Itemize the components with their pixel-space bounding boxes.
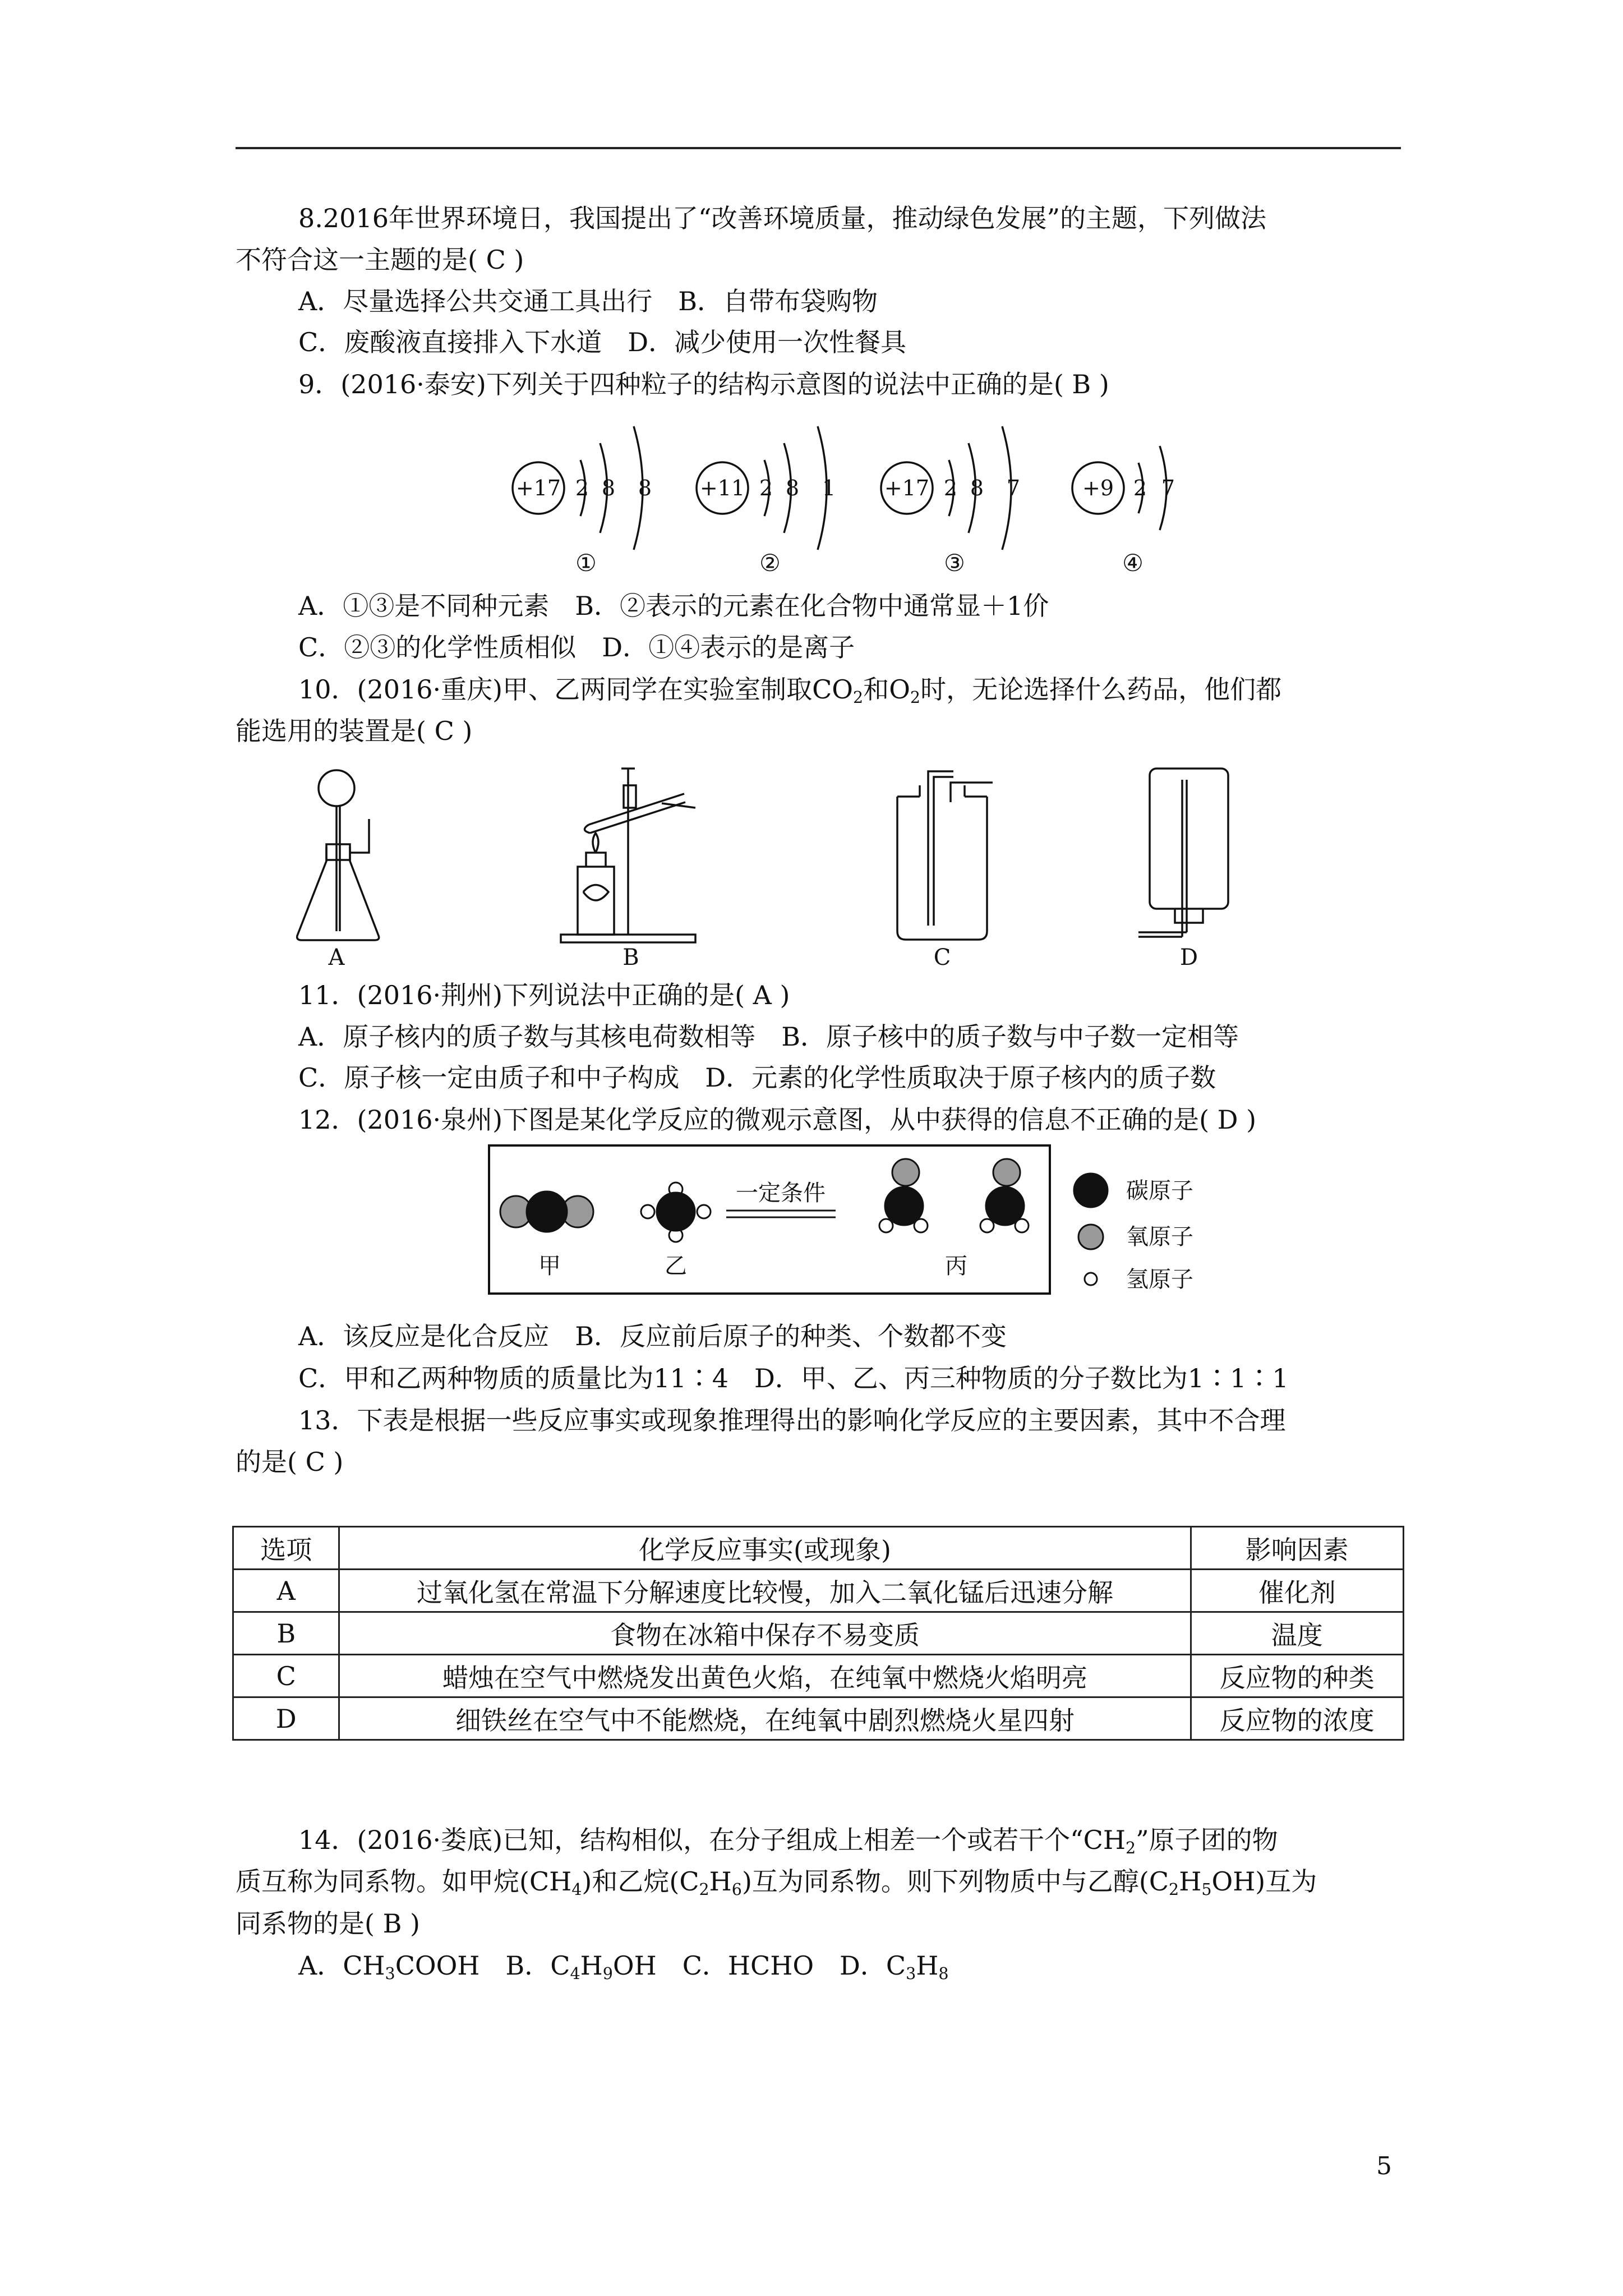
- legend-hydrogen: 氢原子: [1126, 1267, 1193, 1292]
- table-cell: 过氧化氢在常温下分解速度比较慢，加入二氧化锰后迅速分解: [339, 1570, 1191, 1612]
- table-cell: A: [233, 1570, 339, 1612]
- label-yi: 乙: [665, 1253, 687, 1279]
- shell-4-2: 7: [1161, 476, 1175, 500]
- shell-4-1: 2: [1133, 476, 1147, 500]
- q12-options-2: C．甲和乙两种物质的质量比为11∶4 D．甲、乙、丙三种物质的分子数比为1∶1∶1: [298, 1363, 1289, 1393]
- particle-label-4: ④: [1122, 549, 1144, 577]
- table-row: [233, 1655, 1404, 1697]
- q13-line1: 13．下表是根据一些反应事实或现象推理得出的影响化学反应的主要因素，其中不合理: [298, 1405, 1286, 1435]
- particle-label-3: ③: [944, 549, 965, 577]
- shell-3-2: 8: [970, 476, 984, 500]
- q11-options-1: A．原子核内的质子数与其核电荷数相等 B．原子核中的质子数与中子数一定相等: [298, 1022, 1239, 1052]
- table-cell: 食物在冰箱中保存不易变质: [339, 1612, 1191, 1655]
- reaction-micro-diagram: [488, 1144, 1239, 1307]
- q11-options-2: C．原子核一定由质子和中子构成 D．元素的化学性质取决于原子核内的质子数: [298, 1062, 1216, 1093]
- apparatus-label-b: B: [623, 945, 639, 970]
- legend-carbon: 碳原子: [1126, 1178, 1193, 1204]
- atom-structure-diagrams: [494, 415, 1189, 578]
- table-header-row: [233, 1527, 1404, 1570]
- gas-apparatus-diagrams: [280, 757, 1279, 970]
- table-cell: 反应物的浓度: [1191, 1697, 1403, 1740]
- header-rule: [236, 147, 1401, 149]
- shell-2-3: 1: [822, 476, 836, 500]
- legend-oxygen: 氧原子: [1126, 1224, 1193, 1250]
- q14-line1: 14．(2016·娄底)已知，结构相似，在分子组成上相差一个或若干个“$CH_2$”原子团的物: [298, 1825, 1278, 1857]
- q10-line2: 能选用的装置是( C ): [236, 716, 473, 746]
- q9-stem: 9．(2016·泰安)下列关于四种粒子的结构示意图的说法中正确的是( B ): [298, 369, 1109, 399]
- legend-hydrogen-swatch: [1085, 1273, 1097, 1285]
- table-cell: B: [233, 1612, 339, 1655]
- table-cell: 反应物的种类: [1191, 1655, 1403, 1697]
- q12-options-1: A．该反应是化合反应 B．反应前后原子的种类、个数都不变: [298, 1321, 1007, 1351]
- nucleus-3: +17: [884, 476, 930, 500]
- q14-options: A．$CH_3COOH$ B．$C_4H_9OH$ C．HCHO D．$C_3H_8$: [298, 1950, 949, 1983]
- q14-line3: 同系物的是( B ): [236, 1908, 420, 1939]
- table-row: [233, 1612, 1404, 1655]
- table-header: 影响因素: [1191, 1527, 1403, 1570]
- q9-options-1: A．①③是不同种元素 B．②表示的元素在化合物中通常显＋1价: [298, 591, 1049, 621]
- table-cell: 蜡烛在空气中燃烧发出黄色火焰，在纯氧中燃烧火焰明亮: [339, 1655, 1191, 1697]
- q10-line1: 10．(2016·重庆)甲、乙两同学在实验室制取$CO_2$和$O_2$时，无论选择什么药品，他们都: [298, 674, 1282, 707]
- table-header: 化学反应事实(或现象): [339, 1527, 1191, 1570]
- table-cell: D: [233, 1697, 339, 1740]
- shell-2-1: 2: [759, 476, 773, 500]
- shell-3-3: 7: [1006, 476, 1021, 500]
- reaction-condition: 一定条件: [736, 1180, 826, 1206]
- nucleus-1: +17: [515, 476, 561, 500]
- table-row: [233, 1697, 1404, 1740]
- table-row: [233, 1570, 1404, 1612]
- legend-carbon-swatch: [1074, 1174, 1108, 1207]
- nucleus-2: +11: [699, 476, 745, 500]
- q13-line2: 的是( C ): [236, 1447, 344, 1477]
- q12-stem: 12．(2016·泉州)下图是某化学反应的微观示意图，从中获得的信息不正确的是( D ): [298, 1105, 1257, 1135]
- shell-1-1: 2: [575, 476, 589, 500]
- table-cell: 细铁丝在空气中不能燃烧，在纯氧中剧烈燃烧火星四射: [339, 1697, 1191, 1740]
- label-jia: 甲: [538, 1253, 561, 1279]
- table-cell: 温度: [1191, 1612, 1403, 1655]
- apparatus-label-d: D: [1179, 945, 1198, 970]
- label-bing: 丙: [945, 1253, 967, 1279]
- particle-label-2: ②: [759, 549, 781, 577]
- particle-label-1: ①: [575, 549, 597, 577]
- q14-line2: 质互称为同系物。如甲烷$(CH_4)$和乙烷$(C_2H_6)$互为同系物。则下列物质中与乙醇$(C_2H_5OH)$互为: [236, 1866, 1317, 1899]
- q8-options-2: C．废酸液直接排入下水道 D．减少使用一次性餐具: [298, 327, 907, 357]
- q8-line2: 不符合这一主题的是( C ): [236, 245, 524, 275]
- q8-options-1: A．尽量选择公共交通工具出行 B．自带布袋购物: [298, 286, 878, 316]
- legend-oxygen-swatch: [1078, 1225, 1103, 1249]
- factors-table: [232, 1526, 1404, 1741]
- page-number: 5: [1376, 2152, 1392, 2180]
- table-cell: 催化剂: [1191, 1570, 1403, 1612]
- table-cell: C: [233, 1655, 339, 1697]
- q9-options-2: C．②③的化学性质相似 D．①④表示的是离子: [298, 632, 855, 662]
- q11-stem: 11．(2016·荆州)下列说法中正确的是( A ): [298, 980, 790, 1010]
- apparatus-label-c: C: [933, 945, 951, 970]
- nucleus-4: +9: [1082, 476, 1114, 500]
- shell-1-2: 8: [601, 476, 616, 500]
- shell-1-3: 8: [638, 476, 652, 500]
- table-header: 选项: [233, 1527, 339, 1570]
- q8-line1: 8.2016年世界环境日，我国提出了“改善环境质量，推动绿色发展”的主题，下列做法: [298, 203, 1266, 233]
- shell-2-2: 8: [785, 476, 800, 500]
- shell-3-1: 2: [943, 476, 958, 500]
- apparatus-label-a: A: [328, 945, 345, 970]
